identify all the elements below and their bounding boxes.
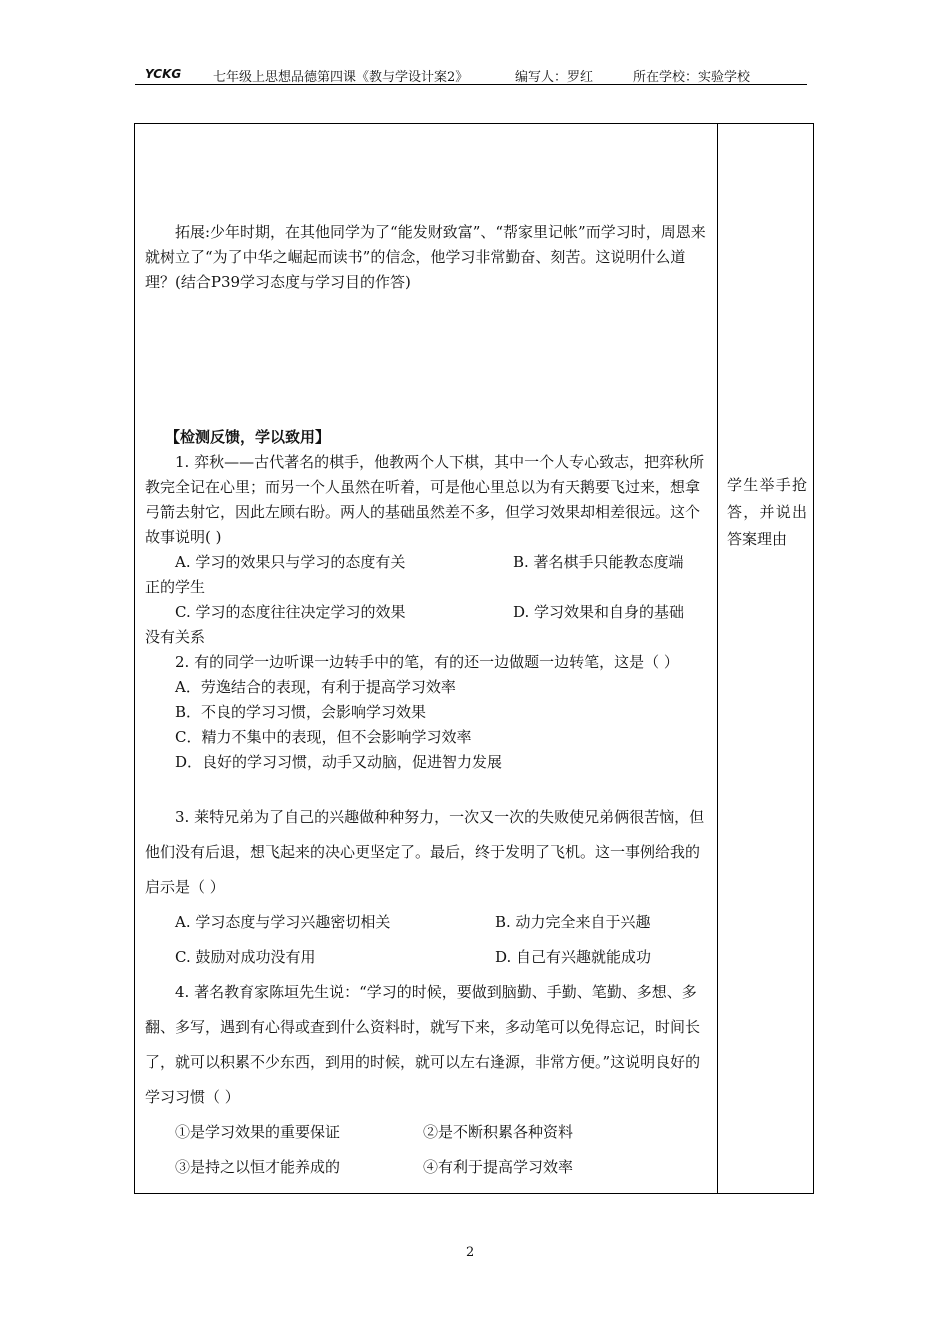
q1-option-b: B. 著名棋手只能教态度端: [513, 553, 684, 571]
q4-stem: 4. 著名教育家陈垣先生说：“学习的时候，要做到脑勤、手勤、笔勤、多想、多翻、多写，遇到有心得或查到什么资料时，就写下来，多动笔可以免得忘记，时间长了，就可以积累不少东西，到用的时候，就可以左右逢源，非常方便。”这说明良好的学习习惯（ ）: [145, 983, 701, 1106]
q1-option-d-cont: 没有关系: [145, 628, 206, 646]
feedback-section: [145, 425, 711, 775]
q3-stem: 3. 莱特兄弟为了自己的兴趣做种种努力，一次又一次的失败使兄弟俩很苦恼，但他们没有后退，想飞起来的决心更坚定了。最后，终于发明了飞机。这一事例给我的启示是（ ）: [145, 808, 705, 896]
page-header: [135, 64, 807, 85]
q4-options-34: [145, 1150, 711, 1185]
extension-text: 拓展:少年时期，在其他同学为了“能发财致富”、“帮家里记帐”而学习时，周恩来就树立了“为了中华之崛起而读书”的信念，他学习非常勤奋、刻苦。这说明什么道理？(结合P39学习态度与学习目的作答): [145, 223, 706, 291]
q2-option-b: B．不良的学习习惯，会影响学习效果: [175, 703, 427, 721]
q3-option-a: A. 学习态度与学习兴趣密切相关: [175, 913, 391, 931]
q4-option-3: ③是持之以恒才能养成的: [175, 1158, 341, 1176]
q4-options-12: [145, 1115, 711, 1150]
teacher-activity-note: 学生举手抢答，并说出答案理由: [727, 476, 807, 548]
q3-option-b: B. 动力完全来自于兴趣: [495, 913, 651, 931]
extension-section: [145, 220, 711, 295]
q2-option-c: C．精力不集中的表现，但不会影响学习效率: [175, 728, 472, 746]
q1-option-c: C. 学习的态度往往决定学习的效果: [175, 603, 406, 621]
q3-options-cd: [145, 940, 711, 975]
q1-options-cd: [145, 600, 711, 625]
q4-option-2: ②是不断积累各种资料: [423, 1123, 574, 1141]
q3-options-ab: [145, 905, 711, 940]
q4-option-1: ①是学习效果的重要保证: [175, 1123, 341, 1141]
q3-option-d: D. 自己有兴趣就能成功: [495, 948, 652, 966]
q1-stem: 1. 弈秋——古代著名的棋手，他教两个人下棋，其中一个人专心致志，把弈秋所教完全记在心里；而另一个人虽然在听着，可是他心里总以为有天鹅要飞过来，想拿弓箭去射它，因此左顾右盼。两人的基础虽然差不多，但学习效果却相差很远。这个故事说明( ): [145, 453, 705, 546]
page-number: 2: [466, 1245, 475, 1260]
q1-option-b-cont: 正的学生: [145, 578, 206, 596]
column-divider: [717, 123, 718, 1194]
q3-option-c: C. 鼓励对成功没有用: [175, 948, 316, 966]
q1-option-a: A. 学习的效果只与学习的态度有关: [175, 553, 406, 571]
q1-options-ab: [145, 550, 711, 575]
q2-stem: 2. 有的同学一边听课一边转手中的笔，有的还一边做题一边转笔，这是（ ）: [175, 653, 679, 671]
header-code: YCKG: [145, 67, 182, 81]
feedback-heading: 【检测反馈，学以致用】: [165, 428, 331, 446]
q1-option-d: D. 学习效果和自身的基础: [513, 603, 685, 621]
q2-option-d: D．良好的学习习惯，动手又动脑，促进智力发展: [175, 753, 503, 771]
q3-section: [145, 800, 711, 1185]
header-school: 所在学校：实验学校: [633, 70, 751, 85]
header-title: 七年级上思想品德第四课《教与学设计案2》: [213, 70, 469, 85]
q4-option-4: ④有利于提高学习效率: [423, 1158, 574, 1176]
header-author: 编写人：罗红: [515, 70, 594, 85]
q2-option-a: A．劳逸结合的表现，有利于提高学习效率: [175, 678, 456, 696]
